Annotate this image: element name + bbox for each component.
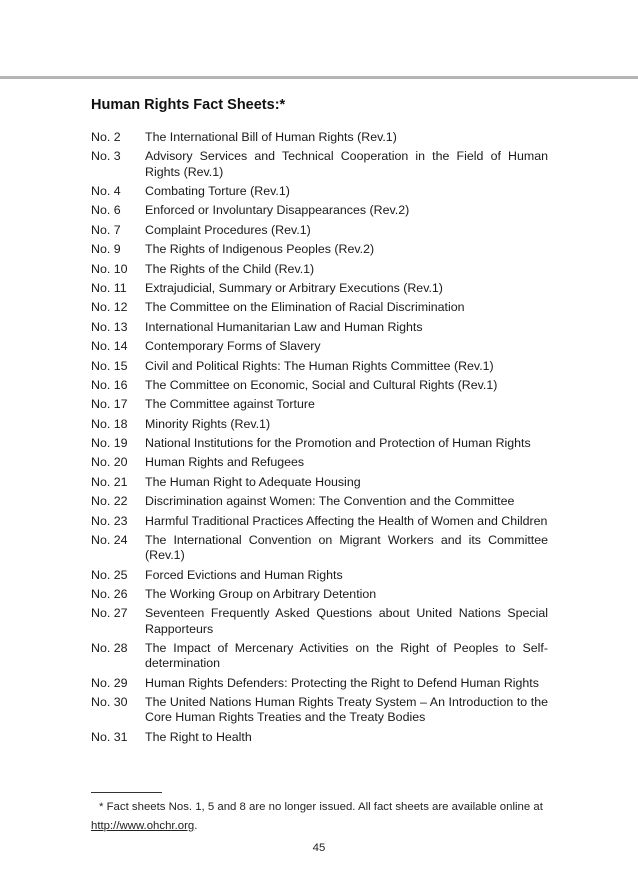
fact-sheet-title: Complaint Procedures (Rev.1) <box>145 222 311 237</box>
list-item <box>91 378 548 393</box>
fact-sheet-title: The Right to Health <box>145 729 252 744</box>
fact-sheet-title: The Rights of the Child (Rev.1) <box>145 261 315 276</box>
fact-sheet-title: Contemporary Forms of Slavery <box>145 339 321 354</box>
fact-sheet-title: Civil and Political Rights: The Human Rights Committee (Rev.1) <box>145 358 494 373</box>
list-item <box>91 494 548 509</box>
fact-sheet-title: Enforced or Involuntary Disappearances (Rev.2) <box>145 203 410 218</box>
footnote <box>91 798 548 836</box>
fact-sheet-number: No. 3 <box>91 149 121 164</box>
list-item <box>91 397 548 412</box>
fact-sheet-number: No. 13 <box>91 319 128 334</box>
fact-sheet-number: No. 4 <box>91 183 121 198</box>
footnote-period: . <box>194 820 198 832</box>
section-heading: Human Rights Fact Sheets:* <box>91 97 286 113</box>
fact-sheet-number: No. 16 <box>91 377 128 392</box>
list-item <box>91 533 548 563</box>
list-item <box>91 606 548 636</box>
fact-sheet-number: No. 15 <box>91 358 128 373</box>
fact-sheet-title: The Working Group on Arbitrary Detention <box>145 587 377 601</box>
list-item <box>91 587 548 602</box>
header-rule <box>0 76 638 79</box>
list-item <box>91 281 548 296</box>
list-item <box>91 130 548 145</box>
fact-sheet-title: Forced Evictions and Human Rights <box>145 567 343 582</box>
list-item <box>91 436 548 451</box>
fact-sheet-number: No. 7 <box>91 222 121 237</box>
fact-sheet-title: The Human Right to Adequate Housing <box>145 474 361 489</box>
footnote-rule <box>91 792 162 793</box>
fact-sheet-title: Minority Rights (Rev.1) <box>145 416 271 431</box>
list-item <box>91 184 548 199</box>
fact-sheet-title: Advisory Services and Technical Cooperation in the Field of Human Rights (Rev.1) <box>145 149 548 179</box>
fact-sheet-number: No. 20 <box>91 455 128 470</box>
fact-sheet-title: The International Bill of Human Rights (Rev.1) <box>145 130 397 144</box>
fact-sheet-number: No. 12 <box>91 300 128 315</box>
list-item <box>91 203 548 218</box>
fact-sheet-number: No. 25 <box>91 567 128 582</box>
fact-sheet-number: No. 22 <box>91 494 128 509</box>
fact-sheet-number: No. 11 <box>91 280 127 295</box>
fact-sheet-title: Combating Torture (Rev.1) <box>145 183 290 198</box>
fact-sheet-number: No. 6 <box>91 203 121 218</box>
fact-sheet-number: No. 28 <box>91 640 128 655</box>
fact-sheet-number: No. 30 <box>91 694 128 709</box>
fact-sheet-title: The International Convention on Migrant Workers and its Committee (Rev.1) <box>145 533 548 563</box>
fact-sheet-title: Harmful Traditional Practices Affecting the Health of Women and Children <box>145 513 548 528</box>
fact-sheet-title: International Humanitarian Law and Human Rights <box>145 319 423 334</box>
fact-sheet-number: No. 21 <box>91 474 128 489</box>
list-item <box>91 641 548 671</box>
fact-sheet-title: The United Nations Human Rights Treaty System – An Introduction to the Core Human Rights Treaties and the Treaty Bodies <box>145 694 548 725</box>
fact-sheet-number: No. 10 <box>91 261 128 276</box>
fact-sheet-title: Extrajudicial, Summary or Arbitrary Executions (Rev.1) <box>145 280 443 295</box>
list-item <box>91 730 548 745</box>
list-item <box>91 262 548 277</box>
fact-sheet-number: No. 14 <box>91 339 128 354</box>
list-item <box>91 676 548 691</box>
fact-sheet-title: The Committee on the Elimination of Racial Discrimination <box>145 300 465 315</box>
list-item <box>91 417 548 432</box>
list-item <box>91 223 548 238</box>
fact-sheet-number: No. 19 <box>91 436 128 451</box>
list-item <box>91 359 548 374</box>
list-item <box>91 455 548 470</box>
list-item <box>91 475 548 490</box>
fact-sheet-title: Human Rights and Refugees <box>145 455 305 470</box>
fact-sheet-title: Seventeen Frequently Asked Questions about United Nations Special Rapporteurs <box>145 606 548 636</box>
fact-sheet-number: No. 27 <box>91 606 128 621</box>
fact-sheet-number: No. 24 <box>91 533 128 548</box>
list-item <box>91 300 548 315</box>
fact-sheet-number: No. 2 <box>91 130 121 144</box>
list-item <box>91 339 548 354</box>
list-item <box>91 568 548 583</box>
fact-sheet-number: No. 18 <box>91 416 128 431</box>
fact-sheet-number: No. 31 <box>91 729 128 744</box>
list-item <box>91 242 548 257</box>
fact-sheet-title: National Institutions for the Promotion and Protection of Human Rights <box>145 436 531 451</box>
fact-sheet-title: The Rights of Indigenous Peoples (Rev.2) <box>145 242 375 257</box>
list-item <box>91 320 548 335</box>
fact-sheet-title: Discrimination against Women: The Convention and the Committee <box>145 494 515 509</box>
fact-sheet-number: No. 26 <box>91 587 128 601</box>
fact-sheet-title: Human Rights Defenders: Protecting the Right to Defend Human Rights <box>145 675 539 690</box>
list-item <box>91 695 548 725</box>
fact-sheet-title: The Impact of Mercenary Activities on the Right of Peoples to Self-determination <box>145 640 548 671</box>
fact-sheet-number: No. 9 <box>91 242 121 257</box>
fact-sheet-list <box>91 130 548 749</box>
page-number: 45 <box>312 842 326 854</box>
fact-sheet-title: The Committee on Economic, Social and Cultural Rights (Rev.1) <box>145 377 498 392</box>
fact-sheet-number: No. 17 <box>91 397 128 412</box>
list-item <box>91 514 548 529</box>
list-item <box>91 149 548 179</box>
fact-sheet-number: No. 23 <box>91 513 128 528</box>
ohchr-link[interactable]: http://www.ohchr.org <box>91 820 195 832</box>
fact-sheet-number: No. 29 <box>91 675 128 690</box>
footnote-text: * Fact sheets Nos. 1, 5 and 8 are no longer issued. All fact sheets are available online at <box>99 801 543 813</box>
fact-sheet-title: The Committee against Torture <box>145 397 315 412</box>
